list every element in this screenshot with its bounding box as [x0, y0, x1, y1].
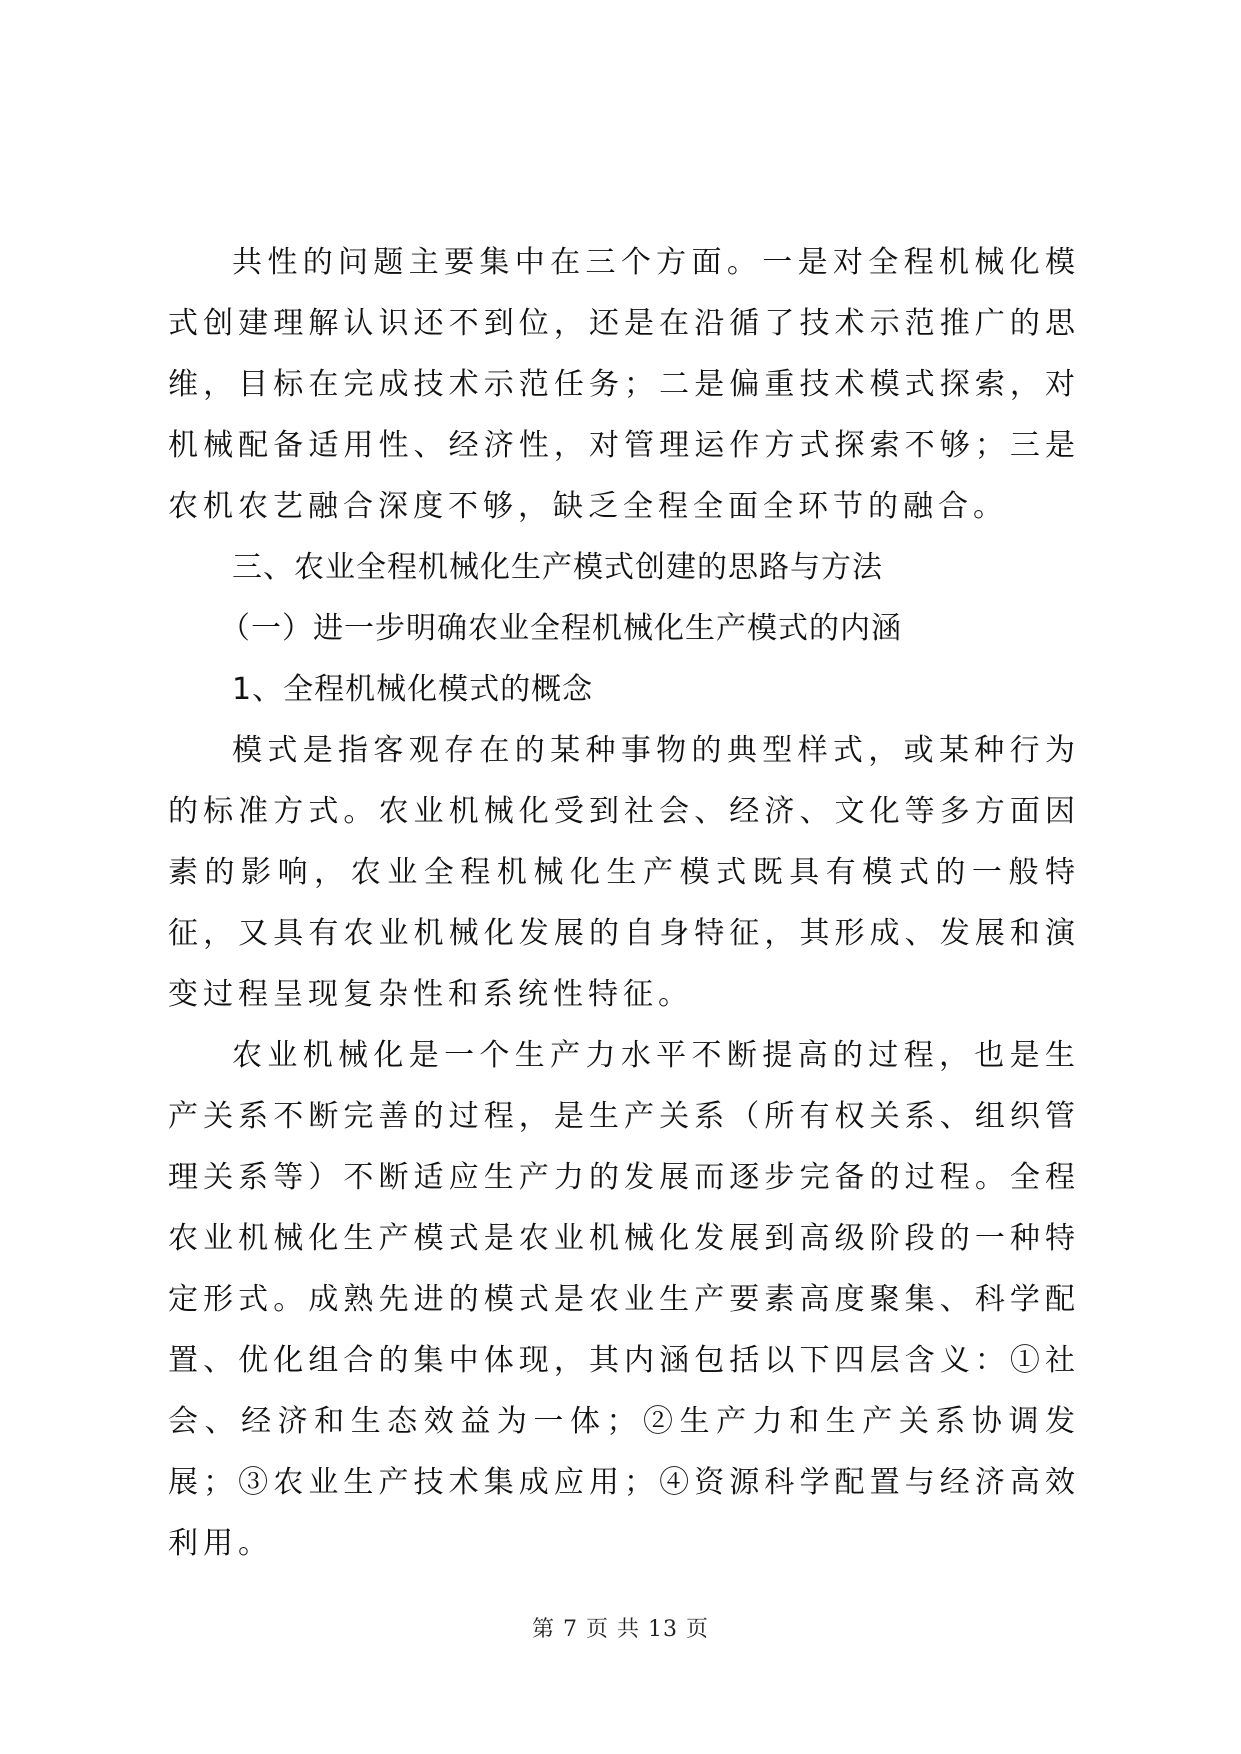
subsection-heading-1-1: 1、全程机械化模式的概念 [232, 672, 594, 707]
section-heading-3: 三、农业全程机械化生产模式创建的思路与方法 [232, 550, 883, 585]
paragraph-common-problems: 共性的问题主要集中在三个方面。一是对全程机械化模式创建理解认识还不到位，还是在沿循了技术示范推广的思维，目标在完成技术示范任务；二是偏重技术模式探索，对机械配备适用性、经济性，对管理运作方式探索不够；三是农机农艺融合深度不够，缺乏全程全面全环节的融合。 [168, 245, 1080, 524]
document-body [168, 232, 1080, 1574]
page-number-footer: 第 7 页 共 13 页 [532, 1617, 709, 1642]
paragraph-mechanization-process: 农业机械化是一个生产力水平不断提高的过程，也是生产关系不断完善的过程，是生产关系（所有权关系、组织管理关系等）不断适应生产力的发展而逐步完备的过程。全程农业机械化生产模式是农业机械化发展到高级阶段的一种特定形式。成熟先进的模式是农业生产要素高度聚集、科学配置、优化组合的集中体现，其内涵包括以下四层含义：①社会、经济和生态效益为一体；②生产力和生产关系协调发展；③农业生产技术集成应用；④资源科学配置与经济高效利用。 [168, 1038, 1080, 1561]
subsection-heading-1: （一）进一步明确农业全程机械化生产模式的内涵 [220, 611, 902, 646]
paragraph-mode-concept: 模式是指客观存在的某种事物的典型样式，或某种行为的标准方式。农业机械化受到社会、经济、文化等多方面因素的影响，农业全程机械化生产模式既具有模式的一般特征，又具有农业机械化发展的自身特征，其形成、发展和演变过程呈现复杂性和系统性特征。 [168, 733, 1080, 1012]
